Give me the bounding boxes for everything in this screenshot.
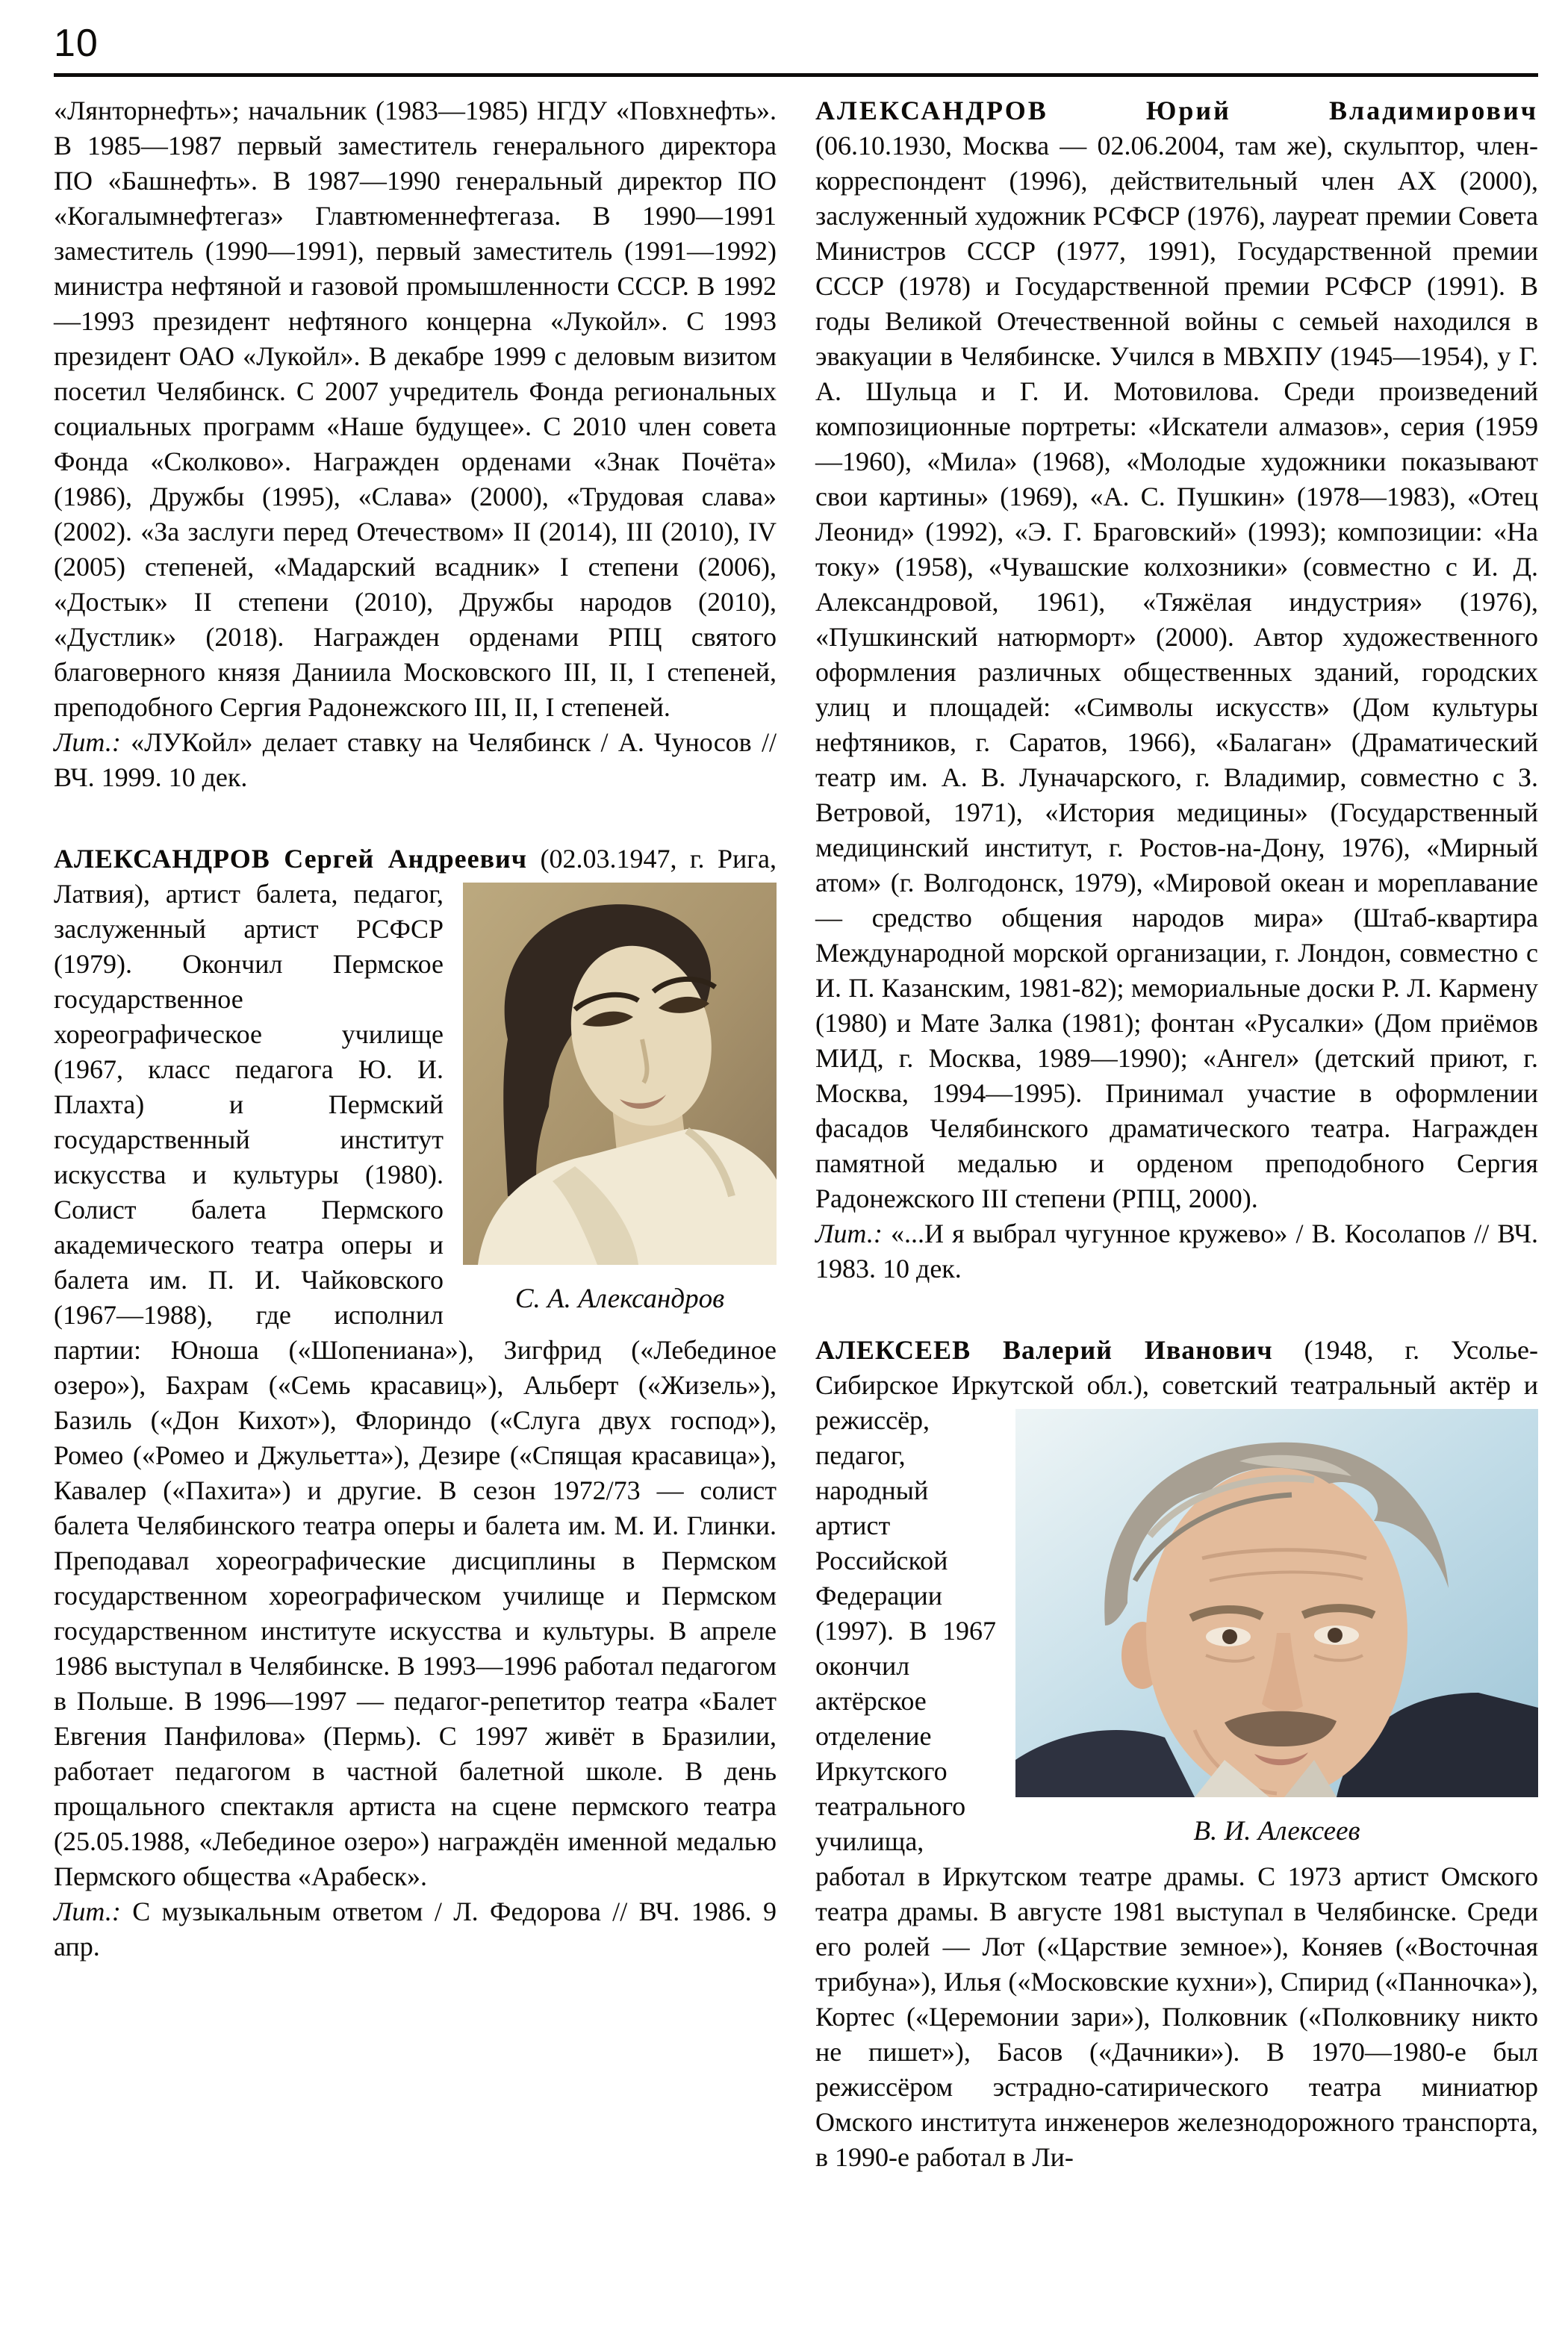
lit-reference <box>54 725 777 795</box>
right-column <box>815 93 1538 2175</box>
portrait-figure-sa-aleksandrov <box>463 883 777 1316</box>
entry-name: АЛЕКСАНДРОВ Сергей Андреевич <box>54 844 528 874</box>
lit-text: «ЛУКойл» делает ставку на Челябинск / А. Чуносов // ВЧ. 1999. 10 дек. <box>54 727 777 792</box>
header-rule <box>54 73 1538 77</box>
left-column <box>54 93 777 2175</box>
lit-label: Лит.: <box>54 727 121 757</box>
lit-text: «...И я выбрал чугунное кружево» / В. Косолапов // ВЧ. 1983. 10 дек. <box>815 1219 1538 1284</box>
ballet-dancer-photo <box>463 883 777 1265</box>
entry-aleksandrov-yury <box>815 93 1538 1287</box>
lit-label: Лит.: <box>54 1897 121 1926</box>
content-columns <box>54 93 1538 2175</box>
entry-alekseev-valery <box>815 1333 1538 2175</box>
entry-name: АЛЕКСАНДРОВ Юрий Владимирович <box>815 96 1538 125</box>
entry-text <box>815 1333 1538 2175</box>
photo-caption: С. А. Александров <box>514 1284 725 1314</box>
lit-reference <box>54 1894 777 1964</box>
portrait-figure-vi-alekseev <box>1015 1409 1538 1848</box>
continued-entry-text: «Лянторнефть»; начальник (1983—1985) НГДУ «Повхнефть». В 1985—1987 первый заместитель генерального директора ПО «Башнефть». В 1987—1990 генеральный директор ПО «Когалымнефтегаз» Главтюменнефтегаза. В 1990—1991 заместитель (1990—1991), первый заместитель (1991—1992) министра нефтяной и газовой промышленности СССР. В 1992—1993 президент нефтяного концерна «Лукойл». С 1993 президент ОАО «Лукойл». В декабре 1999 с деловым визитом посетил Челябинск. С 2007 учредитель Фонда региональных социальных программ «Наше будущее». С 2010 член совета Фонда «Сколково». Награжден орденами «Знак Почёта» (1986), Дружбы (1995), «Слава» (2000), «Трудовая слава» (2002). «За заслуги перед Отечеством» II (2014), III (2010), IV (2005) степеней, «Мадарский всадник» I степени (2006), «Достык» II степени (2010), Дружбы народов (2010), «Дустлик» (2018). Награжден орденами РПЦ святого благоверного князя Даниила Московского III, II, I степеней, преподобного Сергия Радонежского III, II, I степеней. <box>54 96 777 722</box>
page-header <box>54 19 1538 77</box>
page-number: 10 <box>54 22 99 65</box>
photo-caption: В. И. Алексеев <box>1193 1816 1360 1847</box>
entry-intro: (1948, г. Усолье-Сибирское Иркутской обл.), советский <box>815 1335 1539 1400</box>
entry-name: АЛЕКСЕЕВ Валерий Иванович <box>815 1335 1273 1365</box>
entry-body: (06.10.1930, Москва — 02.06.2004, там же), скульптор, член-корреспондент (1996), действительный член АХ (2000), заслуженный художник РСФСР (1976), лауреат премии Совета Министров СССР (1977, 1991), Государственной премии СССР (1978) и Государственной премии РСФСР (1991). В годы Великой Отечественной войны с семьей находился в эвакуации в Челябинске. Учился в МВХПУ (1945—1954), у Г. А. Шульца и Г. И. Мотовилова. Среди произведений композиционные портреты: «Искатели алмазов», серия (1959—1960), «Мила» (1968), «Молодые художники показывают свои картины» (1969), «А. С. Пушкин» (1978—1983), «Отец Леонид» (1992), «Э. Г. Браговский» (1993); композиции: «На току» (1958), «Чувашские колхозники» (совместно с И. Д. Александровой, 1961), «Тяжёлая индустрия» (1976), «Пушкинский натюрморт» (2000). Автор художественного оформления различных общественных зданий, городских улиц и площадей: «Символы искусств» (Дом культуры нефтяников, г. Саратов, 1966), «Балаган» (Драматический театр им. А. В. Луначарского, г. Владимир, совместно с З. Ветровой, 1971), «История медицины» (Государственный медицинский институт, г. Ростов-на-Дону, 1976), «Мирный атом» (г. Волгодонск, 1979), «Мировой океан и мореплавание — средство общения народов мира» (Штаб-квартира Международной морской организации, г. Лондон, совместно с И. П. Казанским, 1981-82); мемориальные доски Р. Л. Кармену (1980) и Мате Залка (1981); фонтан «Русалки» (Дом приёмов МИД, г. Москва, 1989—1990); «Ангел» (детский приют, г. Москва, 1994—1995). Принимал участие в оформлении фасадов Челябинского драматического театра. Награжден памятной медалью и орденом преподобного Сергия Радонежского III степени (РПЦ, 2000). <box>815 131 1538 1213</box>
entry-text <box>54 841 777 1894</box>
entry-aleksandrov-sergey <box>54 841 777 1894</box>
lit-text: С музыкальным ответом / Л. Федорова // ВЧ. 1986. 9 апр. <box>54 1897 777 1961</box>
lit-reference <box>815 1216 1538 1287</box>
entry-body: заслуженный артист РСФСР (1979). Окончил Пермское государственное хореографическое училище (1967, класс педагога Ю. И. Плахта) и Пермский государственный институт искусства и культуры (1980). Солист балета Пермского академического театра оперы и балета им. П. И. Чайковского (1967—1988), где исполнил партии: Юноша («Шопениана»), Зигфрид («Лебединое озеро»), Бахрам («Семь красавиц»), Альберт («Жизель»), Базиль («Дон Кихот»), Флориндо («Слуга двух господ»), Ромео («Ромео и Джульетта»), Дезире («Спящая красавица»), Кавалер («Пахита») и другие. В сезон 1972/73 — солист балета Челябинского театра оперы и балета им. М. И. Глинки. Преподавал хореографические дисциплины в Пермском государственном хореографическом училище и Пермском государственном институте искусства и культуры. В апреле 1986 выступал в Челябинске. В 1993—1996 работал педагогом в Польше. В 1996—1997 — педагог-репетитор театра «Балет Евгения Панфилова» (Пермь). С 1997 живёт в Бразилии, работает педагогом в частной балетной школе. В день прощального спектакля артиста на сцене пермского театра (25.05.1988, «Лебединое озеро») награждён именной медалью Пермского общества «Арабеск». <box>54 914 777 1891</box>
entry-body: театральный актёр и режиссёр, педагог, народный артист Российской Федерации (1997). В 1967 окончил актёрское отделение Иркутского театрального училища, работал в Иркутском театре драмы. С 1973 артист Омского театра драмы. В августе 1981 выступал в Челябинске. Среди его ролей — Лот («Царствие земное»), Коняев («Восточная трибуна»), Илья («Московские кухни»), Спирид («Панночка»), Кортес («Церемонии зари»), Полковник («Полковнику никто не пишет»), Басов («Дачники»). В 1970—1980-е был режиссёром эстрадно-сатирического театра миниатюр Омского института инженеров железнодорожного транспорта, в 1990-е работал в Ли- <box>815 1370 1539 2172</box>
lit-label: Лит.: <box>815 1219 883 1248</box>
actor-photo <box>1015 1409 1538 1797</box>
entry-intro: (02.03.1947, г. Рига, Латвия), артист балета, педагог, <box>54 844 777 909</box>
